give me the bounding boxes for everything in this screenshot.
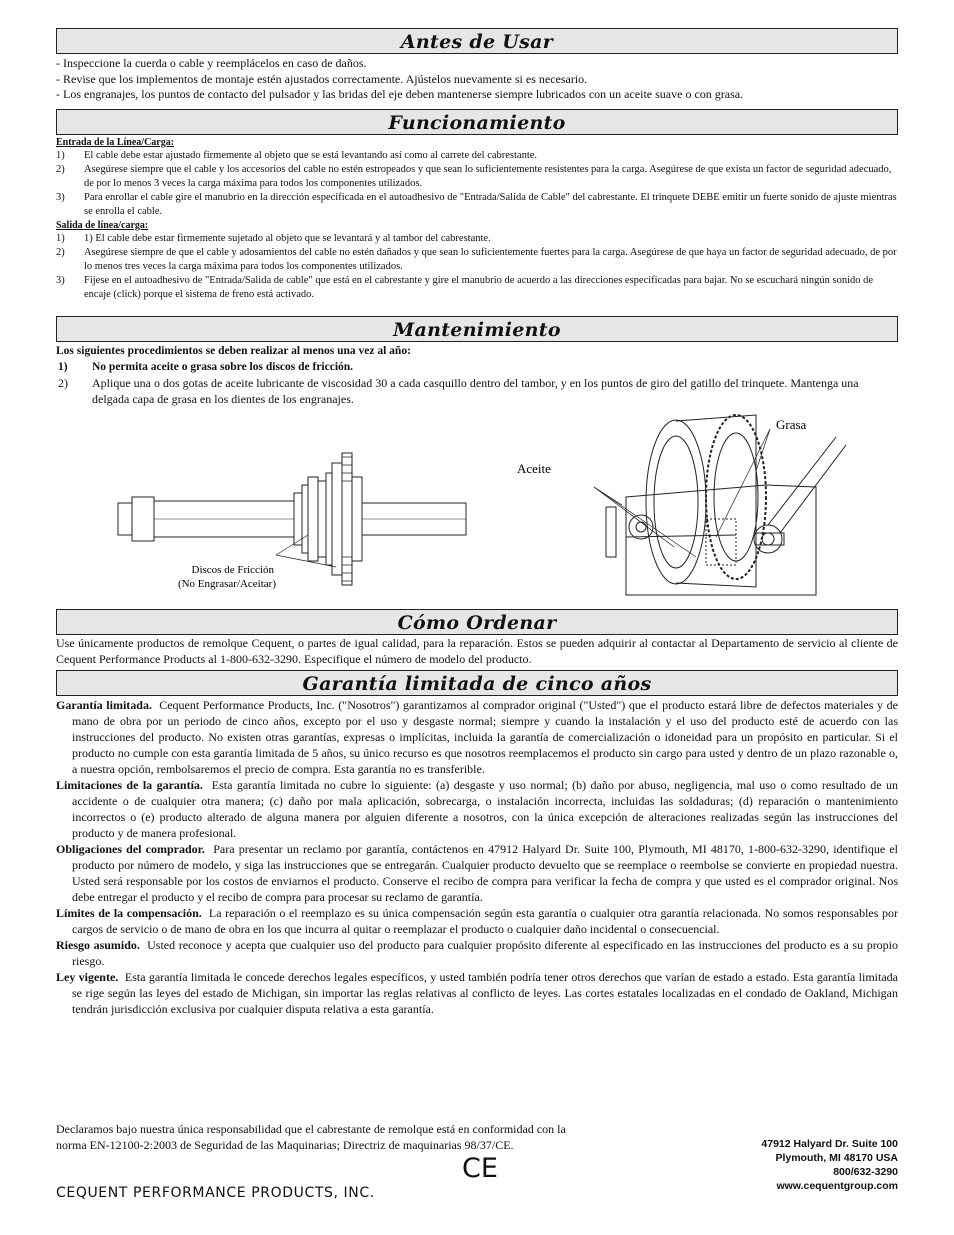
list-item — [56, 274, 898, 302]
list-item — [56, 246, 898, 274]
paragraph-text: Cequent Performance Products, Inc. ("Nosotros") garantizamos al comprador original ("Usted") que el producto estará libre de defectos materiales y de mano de obra por un periodo de cinco años, excepto por el uso y desgaste normal; siempre y cuando la instalación y el uso del producto esté de acuerdo con las instrucciones del producto. No existen otras garantías, expresas o implícitas, incluida la garantía de comercialización o idoneidad para un propósito en particular. Si el producto no cumple con esta garantía limitada de 5 años, su único recurso es que nosotros reemplacemos el producto sin cargo para usted y dentro de un plazo razonable o, a nuestra opción, rembolsaremos el precio de compra. Esta garantía no es transferible. — [72, 698, 898, 776]
subheading-salida: Salida de línea/carga: — [56, 219, 149, 231]
paragraph-text: La reparación o el reemplazo es su única compensación según esta garantía o cualquier otra garantía relacionada. No somos responsables por cargos de servicio o de mano de obra en los que incurra al quitar o reemplazar el producto o cualquier daño incidental o consecuencial. — [72, 906, 898, 936]
section-header-ordenar — [56, 609, 898, 635]
list-item — [56, 149, 898, 163]
ce-mark-icon — [462, 1153, 498, 1181]
address-line: Plymouth, MI 48170 USA — [775, 1152, 898, 1164]
ordenar-text: Use únicamente productos de remolque Cequent, o partes de igual calidad, para la reparación. Estos se pueden adquirir al contactar al Departamento de servicio al cliente de Cequent Performance Products al 1-800-632-3290. Especifique el número de modelo del producto. — [56, 636, 898, 666]
item-text: Aplique una o dos gotas de aceite lubricante de viscosidad 30 a cada casquillo dentro del tambor, y en los puntos de giro del gatillo del trinquete. Mantenga una delgada capa de grasa en los dientes de los engranajes. — [92, 376, 859, 406]
paragraph-text: Usted reconoce y acepta que cualquier uso del producto para cualquier propósito diferente al especificado en las instrucciones del producto es a su propio riesgo. — [72, 938, 899, 968]
item-text: El cable debe estar ajustado firmemente al objeto que se está levantando así como al carrete del cabrestante. — [84, 149, 538, 161]
website-link[interactable]: www.cequentgroup.com — [776, 1180, 898, 1192]
item-text: 1) El cable debe estar firmemente sujetado al objeto que se levantará y al tambor del cabrestante. — [84, 232, 491, 244]
conformity-declaration: Declaramos bajo nuestra única responsabilidad que el cabrestante de remolque está en conformidad con la norma EN-12100-2:2003 de Seguridad de las Maquinarias; Directriz de maquinarias 98/37/CE. — [56, 1122, 566, 1152]
label-discos-2: (No Engrasar/Aceitar) — [177, 578, 276, 590]
warranty-paragraph — [56, 697, 898, 777]
section-title: Funcionamiento — [388, 111, 566, 134]
item-number: 2) — [58, 376, 68, 390]
paragraph-heading: Riesgo asumido. — [56, 938, 140, 952]
label-grasa: Grasa — [776, 417, 807, 432]
antes-item: - Inspeccione la cuerda o cable y reemplácelos en caso de daños. — [56, 56, 367, 70]
section-header-funcionamiento — [56, 109, 898, 135]
section-title: Antes de Usar — [400, 31, 554, 53]
address-line: 47912 Halyard Dr. Suite 100 — [761, 1138, 898, 1150]
section-header-garantia — [56, 670, 898, 696]
address-line: 800/632-3290 — [833, 1166, 898, 1178]
warranty-paragraph — [56, 777, 898, 841]
label-discos-1: Discos de Fricción — [191, 564, 274, 576]
warranty-paragraph — [56, 969, 898, 1017]
antes-item: - Revise que los implementos de montaje estén ajustados correctamente. Ajústelos nuevamente si es necesario. — [56, 71, 588, 86]
paragraph-heading: Garantía limitada. — [56, 698, 152, 712]
antes-list — [56, 56, 898, 103]
paragraph-heading: Limitaciones de la garantía. — [56, 778, 203, 792]
label-aceite: Aceite — [517, 461, 551, 476]
antes-item: - Los engranajes, los puntos de contacto del pulsador y las bridas del eje deben mantenerse siempre lubricados con un aceite suave o con grasa. — [56, 87, 744, 101]
item-text: Fíjese en el autoadhesivo de "Entrada/Salida de cable" que está en el cabrestante y gire el manubrio de acuerdo a las direcciones especificadas para bajar. No se escuchará ningún sonido de encaje (click) porque el sistema de freno está activado. — [84, 274, 874, 300]
section-header-antes — [56, 28, 898, 54]
maintenance-figure — [56, 407, 898, 607]
section-title: Mantenimiento — [393, 318, 561, 341]
list-item — [56, 191, 898, 219]
item-number: 1) — [58, 361, 68, 373]
item-text: Asegúrese siempre que el cable y los accesorios del cable no estén estropeados y que sean lo suficientemente resistentes para la carga. Asegúrese de que exista un factor de seguridad adecuado, de por lo menos 3 veces la carga máxima para todos los componentes utilizados. — [84, 163, 892, 189]
list-item — [56, 232, 898, 246]
manual-page — [56, 28, 898, 1017]
list-item — [56, 163, 898, 191]
shaft-drawing — [118, 453, 466, 585]
item-text: Para enrollar el cable gire el manubrio en la dirección especificada en el autoadhesivo de "Entrada/Salida de Cable" del cabrestante. El trinquete DEBE emitir un fuerte sonido de ajuste mientras se enrolla el cable. — [84, 191, 897, 217]
mantenimiento-intro: Los siguientes procedimientos se deben realizar al menos una vez al año: — [56, 344, 411, 357]
warranty-paragraph — [56, 937, 898, 969]
paragraph-heading: Límites de la compensación. — [56, 906, 202, 920]
list-item — [56, 359, 898, 375]
list-item — [56, 375, 898, 407]
paragraph-text: Para presentar un reclamo por garantía, contáctenos en 47912 Halyard Dr. Suite 100, Plymouth, MI 48170, 1-800-632-3290, identifique el producto por número de modelo, y siga las instrucciones que se entregarán. Cualquier producto devuelto que se reemplace o reembolse se convierte en propiedad nuestra. Usted será responsable por los costos de enviarnos el producto. Conserve el recibo de compra para verificar la fecha de compra y que usted es el comprador original. Nos debe entregar el producto y el recibo de compra para procesar su reclamo de garantía. — [72, 842, 898, 904]
paragraph-heading: Obligaciones del comprador. — [56, 842, 205, 856]
entrada-list — [56, 149, 898, 219]
item-text: Asegúrese siempre de que el cable y adosamientos del cable no estén dañados y que sean lo suficientemente fuertes para la carga. Asegúrese de que haya un factor de seguridad adecuado, de por lo menos tres veces la carga máxima para todos los componentes utilizados. — [84, 246, 897, 272]
warranty-paragraph — [56, 841, 898, 905]
salida-list — [56, 232, 898, 302]
section-header-mantenimiento — [56, 316, 898, 342]
section-title: Cómo Ordenar — [397, 612, 557, 634]
garantia-body — [56, 697, 898, 1017]
item-number: 1) — [56, 232, 65, 244]
paragraph-text: Esta garantía limitada no cubre lo siguiente: (a) desgaste y uso normal; (b) daño por abuso, negligencia, mal uso o como resultado de un accidente o de cualquier otra manera; (c) daño por mala aplicación, sobrecarga, o instalación incorrecta, incluidas las soldaduras; (d) reparación o mantenimiento incorrectos o (e) producto alterado de alguna manera por alguien diferente a nosotros, con la única excepción de alteraciones realizadas según las instrucciones del producto y de manera profesional. — [72, 778, 899, 840]
item-number: 2) — [56, 163, 65, 175]
funcionamiento-body — [56, 136, 898, 302]
subheading-entrada: Entrada de la Línea/Carga: — [56, 136, 175, 148]
ce-mark-text: CE — [462, 1153, 498, 1181]
company-name: CEQUENT PERFORMANCE PRODUCTS, INC. — [56, 1185, 375, 1201]
paragraph-text: Esta garantía limitada le concede derechos legales específicos, y usted también podría tener otros derechos que varían de estado a estado. Esta garantía limitada se rige según las leyes del estado de Michigan, sin importar las reglas relativas al conflicto de leyes. Las cortes estatales localizadas en el condado de Oakland, Michigan tendrán jurisdicción exclusiva por cualquier disputa relativa a esta garantía. — [72, 970, 898, 1016]
winch-drawing — [606, 415, 846, 595]
paragraph-heading: Ley vigente. — [56, 970, 119, 984]
item-number: 2) — [56, 246, 65, 258]
item-number: 3) — [56, 274, 65, 286]
item-number: 3) — [56, 191, 65, 203]
item-number: 1) — [56, 149, 65, 161]
company-address — [761, 1137, 898, 1193]
mantenimiento-list — [56, 359, 898, 407]
warranty-paragraph — [56, 905, 898, 937]
section-title: Garantía limitada de cinco años — [302, 673, 652, 695]
item-text: No permita aceite o grasa sobre los discos de fricción. — [92, 361, 354, 373]
